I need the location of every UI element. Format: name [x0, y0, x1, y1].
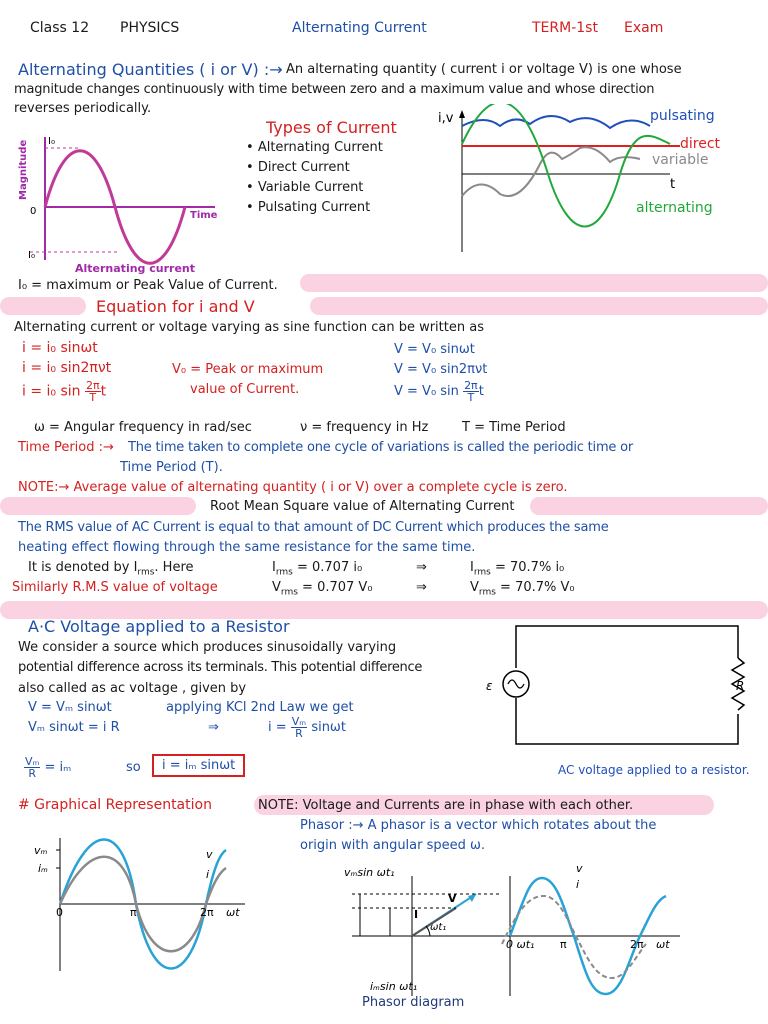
pulsating-label: pulsating	[650, 108, 715, 124]
resistor-arrow: ⇒	[208, 720, 219, 735]
intro-line2: magnitude changes continuously with time between zero and a maximum value and whose direction	[14, 82, 655, 97]
rms-line3: It is denoted by $I_{rms}$. Here	[28, 560, 194, 578]
vrms-eq: $V_{rms} = 0.707$ V₀	[272, 580, 373, 598]
rms-line1: The RMS value of AC Current is equal to that amount of DC Current which produces the same	[18, 520, 609, 535]
exam-label: Exam	[624, 20, 664, 36]
p-wt: ωt	[656, 938, 670, 951]
resistor-l4a: V = Vₘ sinωt	[28, 700, 112, 715]
ac-neg-io-label: I₀	[28, 250, 35, 261]
omega-def: ω = Angular frequency in rad/sec	[34, 420, 252, 435]
variable-curve	[462, 147, 640, 196]
p-0wt1: 0 ωt₁	[506, 938, 535, 951]
ac-zero-label: 0	[30, 206, 37, 217]
g-im: iₘ	[38, 862, 48, 875]
rms-line2: heating effect flowing through the same resistance for the same time.	[18, 540, 476, 555]
alternating-current-graph	[10, 132, 220, 277]
rms-title: Root Mean Square value of Alternating Current	[210, 499, 515, 514]
arrow-2: ⇒	[416, 580, 427, 595]
tperiod-def: T = Time Period	[462, 420, 566, 435]
time-period-label: Time Period :→	[18, 440, 114, 455]
g-i: i	[206, 868, 210, 881]
direct-label: direct	[680, 136, 721, 152]
current-types-graph	[430, 104, 760, 254]
g-v: v	[206, 848, 213, 861]
resistor-l5b: i = $\frac{\text{Vₘ}}{R}$ sinωt	[268, 715, 346, 740]
vrms-label: Similarly R.M.S value of voltage	[12, 580, 218, 595]
p-v: v	[576, 862, 583, 875]
peak-note: I₀ = maximum or Peak Value of Current.	[18, 278, 278, 293]
peak-def-2: value of Current.	[190, 382, 300, 397]
resistor-title: A·C Voltage applied to a Resistor	[28, 617, 290, 636]
nu-def: ν = frequency in Hz	[300, 420, 429, 435]
irms-pct: $I_{rms} = 70.7\%$ i₀	[470, 560, 565, 578]
highlight-band	[0, 497, 196, 515]
eq-i2: i = i₀ sin2πνt	[22, 360, 112, 376]
types-list	[246, 140, 383, 220]
g-wt: ωt	[226, 906, 240, 919]
intro-line1: An alternating quantity ( current i or voltage V) is one whose	[286, 62, 682, 77]
resistor-l2: potential difference across its terminals. This potential difference	[18, 660, 423, 675]
g-zero: 0	[56, 906, 63, 919]
highlight-band	[300, 274, 768, 292]
resistor-l6: $\frac{\text{Vₘ}}{R}$ = iₘ	[25, 755, 72, 780]
highlight-band	[530, 497, 768, 515]
circuit-caption: AC voltage applied to a resistor.	[558, 763, 750, 777]
phasor-line1: Phasor :→ A phasor is a vector which rotates about the	[300, 818, 657, 833]
eq-i3: i = i₀ sin $\frac{2\pi}{T}$ t	[22, 379, 107, 404]
eq-i1: i = i₀ sinωt	[22, 340, 98, 356]
g-2pi: 2π	[200, 906, 214, 919]
types-item: • Direct Current	[246, 160, 350, 175]
p-i: i	[576, 878, 580, 891]
resistor-circuit	[478, 622, 768, 782]
time-period-text1: The time taken to complete one cycle of variations is called the periodic time or	[128, 440, 634, 455]
p-pi: π	[560, 938, 567, 951]
g-pi: π	[130, 906, 137, 919]
irms-eq: $I_{rms} = 0.707$ i₀	[272, 560, 363, 578]
p-2pi: 2π	[630, 938, 644, 951]
vi-graph	[30, 836, 250, 976]
alternating-label: alternating	[636, 200, 713, 216]
time-period-text2: Time Period (T).	[120, 460, 223, 475]
eq-v2: V = V₀ sin2πνt	[394, 362, 488, 377]
phasor-caption: Phasor diagram	[362, 995, 465, 1010]
phasor-diagram	[330, 856, 690, 1006]
graphical-title: # Graphical Representation	[18, 797, 212, 813]
types-t-label: t	[670, 177, 676, 192]
average-note: NOTE:→ Average value of alternating quantity ( i or V) over a complete cycle is zero.	[18, 480, 568, 495]
p-imsin: iₘsin ωt₁	[370, 980, 418, 993]
phase-note: NOTE: Voltage and Currents are in phase with each other.	[258, 798, 634, 813]
types-iv-label: i,v	[438, 111, 454, 126]
resistor-l3: also called as ac voltage , given by	[18, 681, 247, 696]
p-I: I	[414, 908, 419, 921]
term-label: TERM-1st	[532, 20, 598, 36]
phasor-line2: origin with angular speed ω.	[300, 838, 486, 853]
ac-caption: Alternating current	[75, 262, 195, 275]
arrow-1: ⇒	[416, 560, 427, 575]
variable-label: variable	[652, 152, 709, 168]
peak-def-1: V₀ = Peak or maximum	[172, 362, 324, 377]
page-title: Alternating Current	[292, 20, 427, 36]
subject-label: PHYSICS	[120, 20, 180, 36]
vrms-pct: $V_{rms} = 70.7\%$ V₀	[470, 580, 575, 598]
p-vmsin: vₘsin ωt₁	[344, 866, 395, 879]
eq-v3: V = V₀ sin $\frac{2\pi}{T}$ t	[394, 379, 484, 404]
types-item: • Variable Current	[246, 180, 364, 195]
types-item: • Pulsating Current	[246, 200, 371, 215]
ac-ylabel: Magnitude	[18, 139, 29, 200]
highlight-band	[310, 297, 768, 315]
resistor-l1: We consider a source which produces sinusoidally varying	[18, 640, 397, 655]
circuit-R: R	[736, 679, 745, 693]
resistor-l4b: applying KCl 2nd Law we get	[166, 700, 354, 715]
p-wt1: ωt₁	[430, 922, 447, 933]
ac-time-label: Time	[190, 210, 218, 221]
highlight-band	[0, 297, 86, 315]
p-V: V	[448, 892, 457, 905]
equation-intro: Alternating current or voltage varying as sine function can be written as	[14, 320, 484, 335]
so-label: so	[126, 760, 141, 775]
equation-title: Equation for i and V	[96, 297, 255, 316]
intro-line3: reverses periodically.	[14, 101, 152, 116]
ac-io-label: I₀	[48, 136, 55, 147]
types-title: Types of Current	[266, 118, 397, 137]
boxed-equation: i = iₘ sinωt	[152, 754, 245, 777]
circuit-eps: ε	[486, 679, 493, 693]
pulsating-curve	[462, 116, 650, 128]
eq-v1: V = V₀ sinωt	[394, 342, 475, 357]
class-label: Class 12	[30, 20, 90, 36]
types-item: • Alternating Current	[246, 140, 383, 155]
intro-heading: Alternating Quantities ( i or V) :→	[18, 60, 283, 79]
g-vm: vₘ	[34, 844, 48, 857]
resistor-l5a: Vₘ sinωt = i R	[28, 720, 120, 735]
